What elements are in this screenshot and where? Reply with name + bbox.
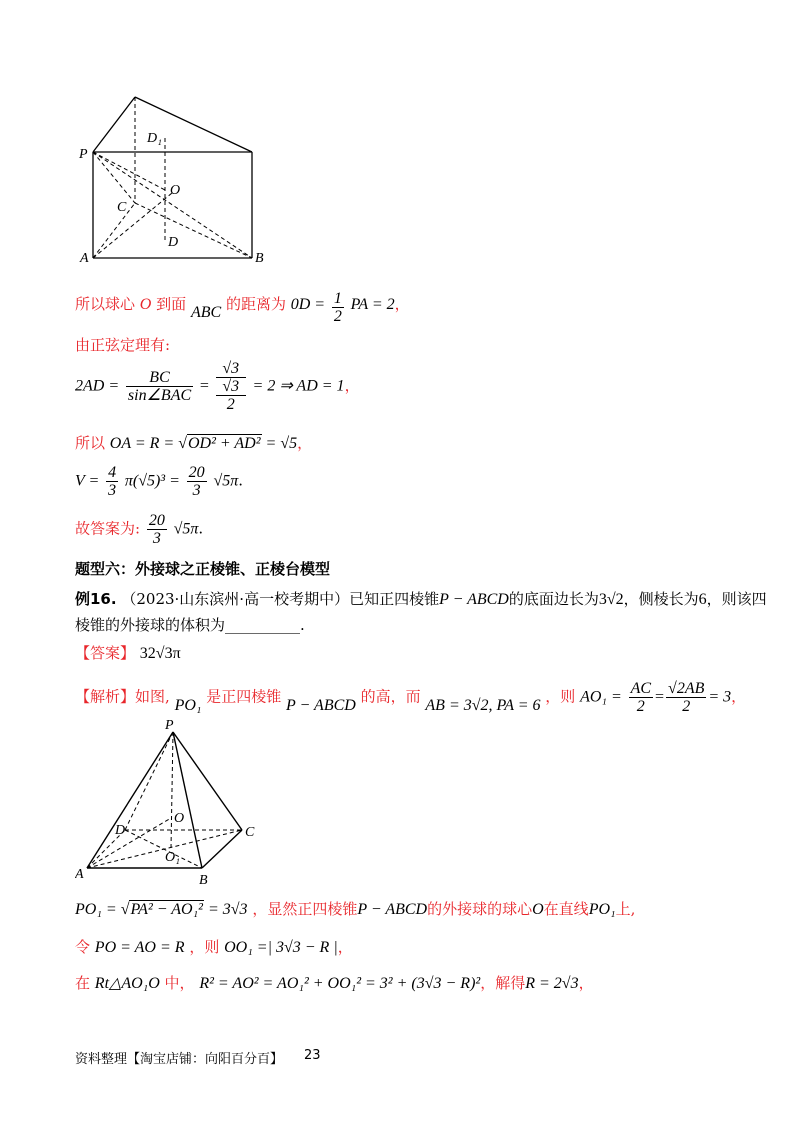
- prism-figure: [75, 90, 275, 270]
- sol-line-3: 在 Rt△AO₁O 中， R² = AO² = AO₁² + OO₁² = 3² + (3√3 − R)²，解得R = 2√3，: [75, 974, 594, 992]
- prev-line-6: 故答案为: $\frac{20}{3}$ √5π.: [75, 512, 204, 547]
- answer-line: 【答案】 32√3π: [75, 644, 181, 662]
- footer-source: 资料整理【淘宝店铺：向阳百分百】: [75, 1052, 284, 1067]
- page-number: 23: [304, 1048, 321, 1063]
- label-d1: D₁: [147, 131, 162, 146]
- frac-root3-nested: √3 √3 2: [216, 360, 246, 413]
- prev-line-2: 由正弦定理有:: [75, 336, 171, 354]
- prev-line-1: 所以球心 O 到面 ABC 的距离为 0D = $\frac{1}{2}$ PA = 2，: [75, 290, 410, 325]
- label-o: O: [170, 183, 181, 198]
- example-line-1: 例16. （2023·山东滨州·高一校考期中）已知正四棱锥P − ABCD的底面边长为3√2，侧棱长为6，则该四: [75, 590, 767, 608]
- frac-half: $\frac{1}{2}$: [333, 290, 342, 325]
- label-o2: O: [174, 811, 185, 826]
- prev-line-3: 2AD = $\frac{BC}{\text{sin∠BAC}}$ = √3 √3 2 = 2 ⇒ AD = 1，: [75, 360, 360, 413]
- label-d: D: [168, 235, 179, 250]
- label-p: P: [79, 147, 88, 162]
- example-line-2: 棱锥的外接球的体积为__________.: [75, 616, 305, 634]
- label-c: C: [117, 200, 127, 215]
- label-c2: C: [245, 825, 255, 840]
- label-d2: D: [115, 823, 126, 838]
- label-o1: O₁: [165, 850, 180, 865]
- label-p2: P: [165, 718, 174, 733]
- answer-blank: __________: [225, 616, 301, 634]
- pyramid-figure: [75, 718, 275, 888]
- prev-line-5: V = $\frac{4}{3}$ π(√5)³ = $\frac{20}{3}$ √5π.: [75, 464, 244, 499]
- sol-line-2: 令 PO = AO = R ，则 OO₁ =| 3√3 − R |，: [75, 938, 353, 956]
- section-title: 题型六：外接球之正棱锥、正棱台模型: [75, 560, 331, 578]
- label-b2: B: [199, 873, 208, 888]
- analysis-line: 【解析】如图, PO₁ 是正四棱锥 P − ABCD 的高，而 AB = 3√2, PA = 6 ，则 AO₁ = $\frac{AC}{2}$ = $\frac{√2AB}{2}$ = 3，: [75, 680, 747, 715]
- label-b: B: [255, 251, 264, 266]
- prev-line-4: 所以 OA = R = √OD² + AD² = √5，: [75, 434, 313, 452]
- sol-line-1: PO₁ = √PA² − AO₁² = 3√3 ，显然正四棱锥P − ABCD的外接球的球心O在直线PO₁上,: [75, 900, 636, 918]
- frac-bc-sin: $\frac{BC}{\text{sin∠BAC}}$: [127, 369, 192, 404]
- label-a: A: [80, 251, 89, 266]
- label-a2: A: [75, 867, 84, 882]
